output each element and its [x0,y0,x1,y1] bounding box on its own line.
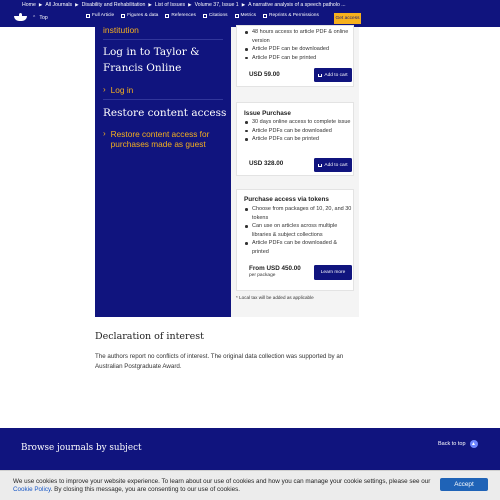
tab-full-article[interactable] [86,13,114,18]
cookie-policy-link[interactable]: Cookie Policy [13,485,51,493]
price: From USD 450.00 [249,265,301,272]
chevron-right-icon: › [103,85,106,94]
feature-list [244,118,352,144]
get-access-button[interactable]: Get access [334,13,361,24]
cookie-text-end: . By closing this message, you are consenting to our use of cookies. [50,485,241,493]
cookie-message [13,478,443,493]
breadcrumb-issue[interactable]: Volume 37, Issue 1 [194,2,239,8]
tab-references[interactable] [165,13,196,18]
feature-item: 30 days online access to complete issue [244,118,352,127]
institution-link[interactable]: institution [103,25,139,35]
login-link[interactable] [103,85,133,95]
breadcrumb-list-of-issues[interactable]: List of Issues [154,2,186,8]
declaration-text: The authors report no conflicts of interest. The original data collection was supported by an Australian Postgraduate Award. [95,353,344,370]
feature-item: Article PDFs can be downloaded [244,127,352,136]
tab-label: Citations [208,13,228,18]
feature-item: Article PDF can be printed [244,54,352,63]
tab-label: References [171,13,196,18]
breadcrumb-all-journals[interactable]: All Journals [45,2,73,8]
tax-note: * Local tax will be added as applicable [236,295,314,300]
breadcrumb-separator-icon: ▶ [148,2,152,7]
purchase-options [231,27,359,317]
arrow-up-icon: ▲ [471,441,476,447]
breadcrumb-journal[interactable]: Disability and Rehabilitation [81,2,146,8]
feature-list [244,205,352,256]
accept-cookies-button[interactable]: Accept [440,478,488,491]
tab-label: Reprints & Permissions [269,13,319,18]
breadcrumb-article: A narrative analysis of a speech patholo ... [248,2,346,8]
button-label: Add to cart [324,162,348,168]
browse-journals-heading: Browse journals by subject [21,443,142,453]
top-label: Top [39,15,48,21]
feature-item: Article PDFs can be printed [244,135,352,144]
cart-icon [318,164,322,167]
taylor-francis-logo [14,14,27,22]
button-label: Add to cart [324,72,348,78]
back-to-top-link[interactable] [438,440,478,448]
tab-label: Figures & data [127,13,159,18]
tab-citations[interactable] [203,13,228,18]
breadcrumb [22,2,346,8]
top-link[interactable] [14,14,48,22]
restore-access-link[interactable] [103,129,223,149]
tab-reprints-permissions[interactable] [263,13,319,18]
top-navigation-bar [0,0,500,27]
bar-chart-icon [235,14,239,18]
divider [103,99,223,100]
add-to-cart-button[interactable] [314,158,352,172]
document-icon [86,14,90,18]
back-to-top-label: Back to top [438,441,466,447]
feature-item: Can use on articles across multiple libraries & subject collections [244,222,352,239]
list-icon [165,14,169,18]
tab-figures-data[interactable] [121,13,158,18]
article-tabs [86,13,319,18]
image-icon [121,14,125,18]
cookie-text-start: We use cookies to improve your website experience. To learn about our use of cookies and how you can manage your cookie settings, please see our [13,478,431,485]
tab-label: Metrics [240,13,256,18]
declaration-heading: Declaration of interest [95,331,204,342]
restore-access-label: Restore content access for purchases made as guest [110,129,210,149]
feature-item: Article PDF can be downloaded [244,45,352,54]
breadcrumb-separator-icon: ▶ [188,2,192,7]
print-icon [263,14,267,18]
feature-list [244,28,352,62]
token-purchase-card [236,189,354,291]
breadcrumb-separator-icon: ▶ [241,2,246,7]
divider [103,39,223,40]
learn-more-button[interactable]: Learn more [314,265,352,280]
cart-icon [318,74,322,77]
breadcrumb-separator-icon: ▶ [38,2,43,7]
access-login-panel [95,27,231,317]
quote-icon [203,14,207,18]
price: USD 328.00 [249,160,284,167]
cookie-banner [0,470,500,500]
article-purchase-card [236,25,354,87]
chevron-up-icon: ⌃ [32,15,37,21]
add-to-cart-button[interactable] [314,68,352,82]
feature-item: 48 hours access to article PDF & online version [244,28,352,45]
breadcrumb-separator-icon: ▶ [75,2,79,7]
card-title: Purchase access via tokens [244,196,329,203]
tab-metrics[interactable] [235,13,256,18]
restore-heading: Restore content access [103,107,227,119]
tab-label: Full Article [92,13,115,18]
card-title: Issue Purchase [244,110,291,117]
feature-item: Article PDFs can be downloaded & printed [244,239,352,256]
breadcrumb-home[interactable]: Home [22,2,36,8]
price: USD 59.00 [249,71,280,78]
chevron-right-icon: › [103,129,106,138]
price-subtitle: per package [249,273,276,278]
issue-purchase-card [236,102,354,176]
feature-item: Choose from packages of 10, 20, and 30 tokens [244,205,352,222]
login-link-label: Log in [110,85,134,95]
login-heading: Log in to Taylor & Francis Online [103,46,200,74]
